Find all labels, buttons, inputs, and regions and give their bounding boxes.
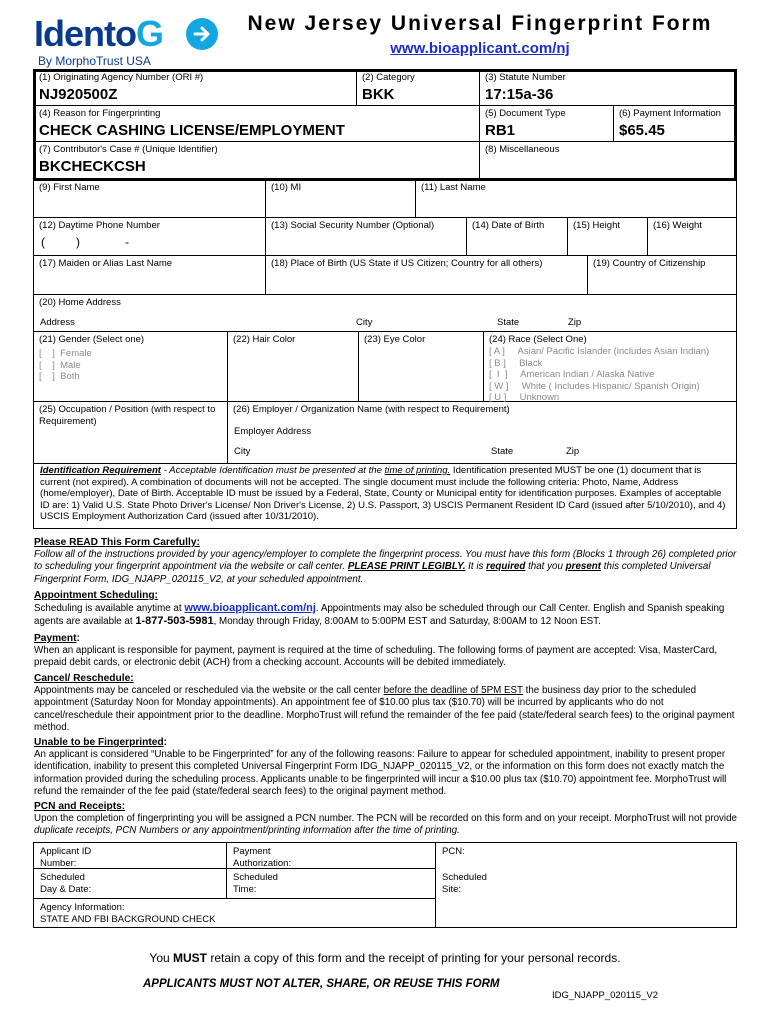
home-zip-sublabel: Zip: [568, 317, 582, 328]
field-document-type-value: RB1: [485, 122, 516, 139]
read-form-heading: Please READ This Form Carefully:: [34, 537, 200, 548]
race-option-black[interactable]: [ B ] Black: [489, 357, 543, 369]
payment-auth-label-b: Authorization:: [233, 857, 292, 869]
gender-option-female[interactable]: [ ] Female: [39, 348, 92, 359]
field-place-of-birth-label: (18) Place of Birth (US State if US Citizen; Country for all others): [271, 258, 543, 269]
scheduled-site-cell[interactable]: [436, 869, 493, 898]
home-address-sublabel: Address: [40, 317, 75, 328]
field-maiden-name-label: (17) Maiden or Alias Last Name: [39, 258, 173, 269]
payment-section: [34, 633, 740, 670]
home-city-sublabel: City: [356, 317, 373, 328]
read-form-text: [34, 549, 740, 586]
employer-city-sublabel: City: [234, 446, 251, 457]
form-row-10: [34, 464, 736, 528]
cancel-deadline: before the deadline of 5PM EST: [383, 685, 523, 697]
pcn-text-a: Upon the completion of fingerprinting you will be assigned a PCN number. The PCN will be recorded on this form and on your receipt. MorphoTrust will not provide: [34, 813, 738, 825]
field-case-number-value: BKCHECKCSH: [39, 158, 146, 175]
form-title: New Jersey Universal Fingerprint Form: [247, 12, 713, 35]
scheduled-day-label-b: Day & Date:: [40, 883, 92, 895]
field-hair-color-label: (22) Hair Color: [233, 334, 296, 345]
field-employer[interactable]: [228, 402, 736, 463]
cancel-text-a: Appointments may be canceled or rescheduled via the website or the call center: [34, 685, 384, 697]
phone-mask-close: ): [76, 235, 80, 249]
field-dob-label: (14) Date of Birth: [472, 220, 545, 231]
field-eye-color-label: (23) Eye Color: [364, 334, 426, 345]
field-citizenship-label: (19) Country of Citizenship: [593, 258, 706, 269]
field-reason-label: (4) Reason for Fingerprinting: [39, 108, 161, 119]
gender-option-male[interactable]: [ ] Male: [39, 359, 81, 371]
scheduled-time-label-a: Scheduled: [233, 872, 278, 883]
pcn-cell[interactable]: [436, 843, 471, 861]
form-row-7: [34, 295, 736, 332]
field-occupation[interactable]: [34, 402, 228, 463]
id-requirement-heading: Identification Requirement: [40, 465, 161, 476]
fingerprint-form-grid: [33, 69, 737, 529]
read-form-text-e: that you: [525, 561, 566, 573]
scheduling-heading: Appointment Scheduling:: [34, 590, 158, 601]
field-statute[interactable]: [480, 70, 736, 105]
gender-options: [39, 348, 222, 383]
employer-state-sublabel: State: [491, 446, 514, 457]
scheduled-day-label-a: Scheduled: [40, 872, 85, 883]
field-category[interactable]: [357, 70, 480, 105]
unable-section: [34, 737, 740, 798]
field-employer-label: (26) Employer / Organization Name (with respect to Requirement): [233, 404, 510, 415]
form-row-5: [34, 218, 736, 256]
identogo-logo: [34, 14, 224, 70]
field-mi-label: (10) MI: [271, 182, 302, 193]
agency-info-value: STATE AND FBI BACKGROUND CHECK: [40, 913, 216, 925]
field-gender: [34, 332, 228, 401]
field-last-name-label: (11) Last Name: [421, 182, 486, 193]
field-category-value: BKK: [362, 86, 395, 103]
field-statute-value: 17:15a-36: [485, 86, 554, 103]
field-miscellaneous[interactable]: [480, 142, 736, 179]
phone-mask: [39, 235, 260, 249]
pcn-text-b: duplicate receipts, PCN Numbers or any appointment/printing information after the time of printing.: [34, 825, 460, 837]
field-race-label: (24) Race (Select One): [489, 334, 587, 345]
pcn-section: [34, 801, 740, 838]
field-case-number-label: (7) Contributor's Case # (Unique Identifier): [39, 144, 218, 155]
applicant-id-cell[interactable]: [34, 843, 97, 872]
unable-colon: :: [163, 737, 167, 748]
field-place-of-birth[interactable]: [266, 256, 588, 294]
field-ssn[interactable]: [266, 218, 467, 255]
scheduled-site-label-b: Site:: [442, 883, 462, 895]
read-form-text-c: It is: [465, 561, 487, 573]
field-dob[interactable]: [467, 218, 568, 255]
field-weight[interactable]: [648, 218, 736, 255]
field-home-address-label: (20) Home Address: [39, 297, 121, 308]
retain-copy-notice: [0, 951, 770, 965]
form-row-1: [34, 70, 736, 106]
race-option-asian[interactable]: [ A ] Asian/ Pacific Islander (includes Asian Indian): [489, 346, 710, 357]
agency-info-label: Agency Information:: [40, 902, 125, 913]
phone-mask-open: (: [41, 235, 45, 249]
field-payment-info-label: (6) Payment Information: [619, 108, 721, 119]
payment-auth-cell[interactable]: [227, 843, 297, 872]
scheduling-phone: 1-877-503-5981: [135, 615, 214, 628]
read-form-print-legibly: PLEASE PRINT LEGIBLY.: [347, 561, 466, 573]
gender-option-both[interactable]: [ ] Both: [39, 371, 80, 382]
race-option-unknown[interactable]: [ U ] Unknown: [489, 392, 560, 403]
cancel-section: [34, 673, 740, 734]
field-case-number[interactable]: [34, 142, 480, 179]
pcn-text: [34, 813, 740, 837]
field-ssn-label: (13) Social Security Number (Optional): [271, 220, 435, 231]
cancel-text: [34, 685, 740, 734]
field-height-label: (15) Height: [573, 220, 620, 231]
field-phone[interactable]: [34, 218, 266, 255]
id-requirement-box: [34, 464, 736, 528]
cancel-heading: Cancel/ Reschedule:: [34, 673, 134, 684]
field-occupation-label: (25) Occupation / Position (with respect to Requirement): [39, 404, 216, 427]
retain-must: MUST: [173, 951, 208, 965]
field-race: [484, 332, 736, 401]
logo-arrow-icon: [186, 18, 218, 50]
agency-info-cell: [34, 899, 221, 928]
scheduling-text-a: Scheduling is available anytime at: [34, 603, 185, 615]
scheduling-text: [34, 602, 740, 628]
field-reason-value: CHECK CASHING LICENSE/EMPLOYMENT: [39, 122, 345, 139]
cancel-text-b: the business day prior to the scheduled appointment (Saturday Noon for Monday appointments). An appointment fee of $10.00 plus tax ($10.70) will be incurred by applicants who do not cancel/reschedule their appointment prior to the deadline. MorphoTrust will refund the remainder of the fee paid (state/federal search fees) to the original payment method.: [34, 685, 735, 733]
field-last-name[interactable]: [416, 180, 736, 217]
form-row-8: [34, 332, 736, 402]
scheduling-text-c: , Monday through Friday, 8:00AM to 5:00PM EST and Saturday, 8:00AM to 12 Noon EST.: [213, 616, 601, 628]
field-first-name[interactable]: [34, 180, 266, 217]
retain-text-c: retain a copy of this form and the receipt of printing for your personal records.: [207, 951, 621, 965]
scheduled-time-cell[interactable]: [227, 869, 284, 898]
scheduled-site-label-a: Scheduled: [442, 872, 487, 883]
id-requirement-intro: Acceptable Identification must be presented at the: [169, 465, 385, 476]
payment-heading: Payment: [34, 633, 77, 644]
pcn-heading: PCN and Receipts:: [34, 801, 126, 812]
payment-text: When an applicant is responsible for payment, payment is required at the time of scheduling. The following forms of payment are accepted: Visa, MasterCard, prepaid debit cards, or electronic debit (ACH) from a checking account. Accounts will be debited immediately.: [34, 645, 718, 669]
pcn-label: PCN:: [442, 846, 465, 857]
field-mi[interactable]: [266, 180, 416, 217]
form-row-9: [34, 402, 736, 464]
form-row-2: [34, 106, 736, 142]
retain-text-a: You: [149, 951, 174, 965]
payment-colon: :: [76, 633, 80, 644]
applicant-id-label-b: Number:: [40, 857, 77, 869]
field-ori[interactable]: [34, 70, 357, 105]
field-phone-label: (12) Daytime Phone Number: [39, 220, 160, 231]
employer-zip-sublabel: Zip: [566, 446, 580, 457]
read-form-text-g: this completed Universal Fingerprint Form, IDG_NJAPP_020115_V2, at your scheduled appointment.: [34, 561, 711, 585]
scheduled-day-cell[interactable]: [34, 869, 97, 898]
field-eye-color[interactable]: [359, 332, 484, 401]
read-form-required: required: [486, 561, 526, 573]
field-document-type[interactable]: [480, 106, 614, 141]
form-id: IDG_NJAPP_020115_V2: [552, 990, 658, 1001]
scheduled-time-label-b: Time:: [233, 883, 257, 895]
read-form-section: [34, 537, 740, 586]
field-document-type-label: (5) Document Type: [485, 108, 566, 119]
scheduling-link[interactable]: www.bioapplicant.com/nj: [184, 602, 316, 615]
scheduling-text-b: . Appointments may also be scheduled through our Call Center. English and Spanish speaking agents are available at: [34, 603, 725, 628]
unable-heading: Unable to be Fingerprinted: [34, 737, 164, 748]
unable-text: An applicant is considered “Unable to be Fingerprinted” for any of the following reasons: Failure to appear for scheduled appointment, inability to present proper identification, inability to present this completed Universal Fingerprint Form IDG_NJAPP_020115_V2, or the information on this form does not exactly match the information provided during the scheduling process. Applicants unable to be fingerprinted will incur a $10.00 plus tax ($10.70) appointment fee. MorphoTrust will refund the remainder of the fee paid (state/federal search fees) to the original payment method.: [34, 749, 727, 797]
field-payment-info-value: $65.45: [619, 122, 665, 139]
field-ori-label: (1) Originating Agency Number (ORI #): [39, 72, 204, 83]
no-alter-notice: APPLICANTS MUST NOT ALTER, SHARE, OR REUSE THIS FORM: [143, 978, 500, 990]
logo-word-idento: Idento: [34, 13, 136, 54]
field-statute-label: (3) Statute Number: [485, 72, 566, 83]
field-miscellaneous-label: (8) Miscellaneous: [485, 144, 560, 155]
appointment-info-table: [33, 842, 737, 928]
read-form-present: present: [565, 561, 602, 573]
scheduling-section: [34, 590, 740, 629]
phone-mask-dash: -: [125, 235, 129, 249]
field-gender-label: (21) Gender (Select one): [39, 334, 145, 345]
id-requirement-dash: -: [161, 465, 170, 476]
logo-wordmark: [34, 14, 163, 54]
field-hair-color[interactable]: [228, 332, 359, 401]
field-category-label: (2) Category: [362, 72, 415, 83]
field-home-address[interactable]: [34, 295, 736, 331]
field-maiden-name[interactable]: [34, 256, 266, 294]
read-form-text-a: Follow all of the instructions provided by your agency/employer to complete the fingerprint process. You must have this form (Blocks 1 through 26) completed prior to scheduling your fingerprint appointment via the website or call center.: [34, 549, 737, 573]
race-options: [489, 346, 731, 404]
field-citizenship[interactable]: [588, 256, 736, 294]
field-weight-label: (16) Weight: [653, 220, 702, 231]
form-url-link[interactable]: www.bioapplicant.com/nj: [390, 40, 570, 57]
home-state-sublabel: State: [497, 317, 520, 328]
race-option-white[interactable]: [ W ] White ( Includes Hispanic/ Spanish Origin): [489, 380, 700, 392]
payment-auth-label-a: Payment: [233, 846, 271, 857]
form-row-3: [34, 142, 736, 180]
form-row-6: [34, 256, 736, 295]
field-reason[interactable]: [34, 106, 480, 141]
applicant-id-label-a: Applicant ID: [40, 846, 92, 857]
id-requirement-body: Identification presented MUST be one (1) document that is current (not expired). A combination of documents will not be accepted. The single document must include the following criteria: Photo, Name, Address (home/employer), Date of Birth. Acceptable ID must be issued by a Federal, State, County or Municipal entity for identification purposes. Examples of acceptable ID are: 1) Valid U.S. State Photo Driver's License/ Non Driver's License, 2) U.S. Passport, 3) USCIS Permanent Resident ID Card (issued after 5/10/2010), and 4) USCIS Employment Authorization Card (issued after 10/31/2010).: [40, 465, 726, 523]
field-height[interactable]: [568, 218, 648, 255]
id-requirement-time: time of printing.: [384, 465, 451, 476]
form-row-4: [34, 180, 736, 218]
field-ori-value: NJ920500Z: [39, 86, 118, 103]
employer-address-sublabel: Employer Address: [234, 426, 312, 437]
field-first-name-label: (9) First Name: [39, 182, 100, 193]
logo-word-g: G: [135, 13, 163, 54]
field-payment-info[interactable]: [614, 106, 736, 141]
race-option-american-indian[interactable]: [ I ] American Indian / Alaska Native: [489, 369, 655, 380]
logo-subtitle: By MorphoTrust USA: [38, 54, 151, 68]
